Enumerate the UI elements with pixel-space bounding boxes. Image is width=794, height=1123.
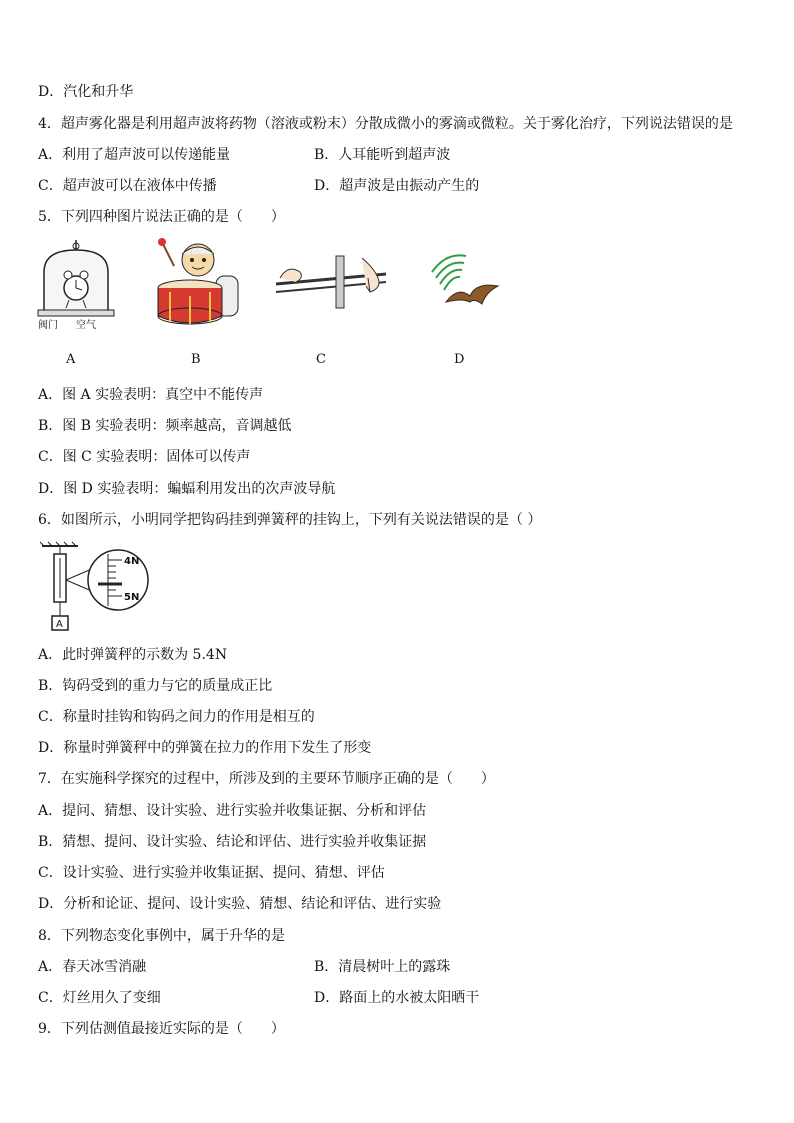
figure-c-table — [270, 248, 398, 320]
q5-stem: 5．下列四种图片说法正确的是（ ） — [38, 209, 285, 225]
q4-option-a: A．利用了超声波可以传递能量 — [38, 147, 231, 163]
q7-stem: 7．在实施科学探究的过程中，所涉及到的主要环节顺序正确的是（ ） — [38, 771, 495, 787]
q7-option-c: C．设计实验、进行实验并收集证据、提问、猜想、评估 — [38, 865, 385, 881]
figure-label-b: B — [191, 352, 201, 367]
figure-label-d: D — [454, 352, 465, 367]
q4-option-b: B．人耳能听到超声波 — [314, 147, 451, 163]
q6-stem: 6．如图所示，小明同学把钩码挂到弹簧秤的挂钩上，下列有关说法错误的是（ ） — [38, 512, 542, 528]
q5-option-a: A．图 A 实验表明：真空中不能传声 — [38, 387, 264, 403]
q4-stem: 4．超声雾化器是利用超声波将药物（溶液或粉末）分散成微小的雾滴或微粒。关于雾化治疗，下列说法错误的是 — [38, 116, 733, 132]
scale-label-4n: 4N — [124, 556, 140, 567]
figure-d-bat — [420, 246, 504, 316]
q8-option-b: B．清晨树叶上的露珠 — [314, 959, 451, 975]
q7-option-a: A．提问、猜想、设计实验、进行实验并收集证据、分析和评估 — [38, 803, 427, 819]
q8-stem: 8．下列物态变化事例中，属于升华的是 — [38, 928, 285, 944]
q6-option-b: B．钩码受到的重力与它的质量成正比 — [38, 678, 273, 694]
q9-stem: 9．下列估测值最接近实际的是（ ） — [38, 1021, 285, 1037]
q5-option-b: B．图 B 实验表明：频率越高，音调越低 — [38, 418, 292, 434]
figure-a-air-text: 空气 — [76, 320, 96, 330]
q4-option-c: C．超声波可以在液体中传播 — [38, 178, 217, 194]
figure-spring-scale — [38, 540, 158, 632]
q4-option-d: D．超声波是由振动产生的 — [314, 178, 480, 194]
figure-a-bell-jar — [36, 238, 116, 330]
q8-option-d: D．路面上的水被太阳晒干 — [314, 990, 480, 1006]
figure-label-c: C — [316, 352, 326, 367]
scale-label-5n: 5N — [124, 592, 140, 603]
q8-option-c: C．灯丝用久了变细 — [38, 990, 161, 1006]
q5-option-d: D．图 D 实验表明：蝙蝠利用发出的次声波导航 — [38, 481, 336, 497]
q8-option-a: A．春天冰雪消融 — [38, 959, 147, 975]
figure-label-a: A — [66, 352, 76, 367]
figure-a-valve-text: 阀门 — [38, 320, 58, 330]
figure-b-drum — [150, 236, 246, 332]
q6-option-d: D．称量时弹簧秤中的弹簧在拉力的作用下发生了形变 — [38, 740, 372, 756]
q7-option-d: D．分析和论证、提问、设计实验、猜想、结论和评估、进行实验 — [38, 896, 442, 912]
q7-option-b: B．猜想、提问、设计实验、结论和评估、进行实验并收集证据 — [38, 834, 427, 850]
weight-label: A — [56, 619, 63, 630]
q6-option-c: C．称量时挂钩和钩码之间力的作用是相互的 — [38, 709, 315, 725]
q6-option-a: A．此时弹簧秤的示数为 5.4N — [38, 647, 228, 663]
q5-option-c: C．图 C 实验表明：固体可以传声 — [38, 449, 251, 465]
q3-option-d: D．汽化和升华 — [38, 84, 134, 100]
